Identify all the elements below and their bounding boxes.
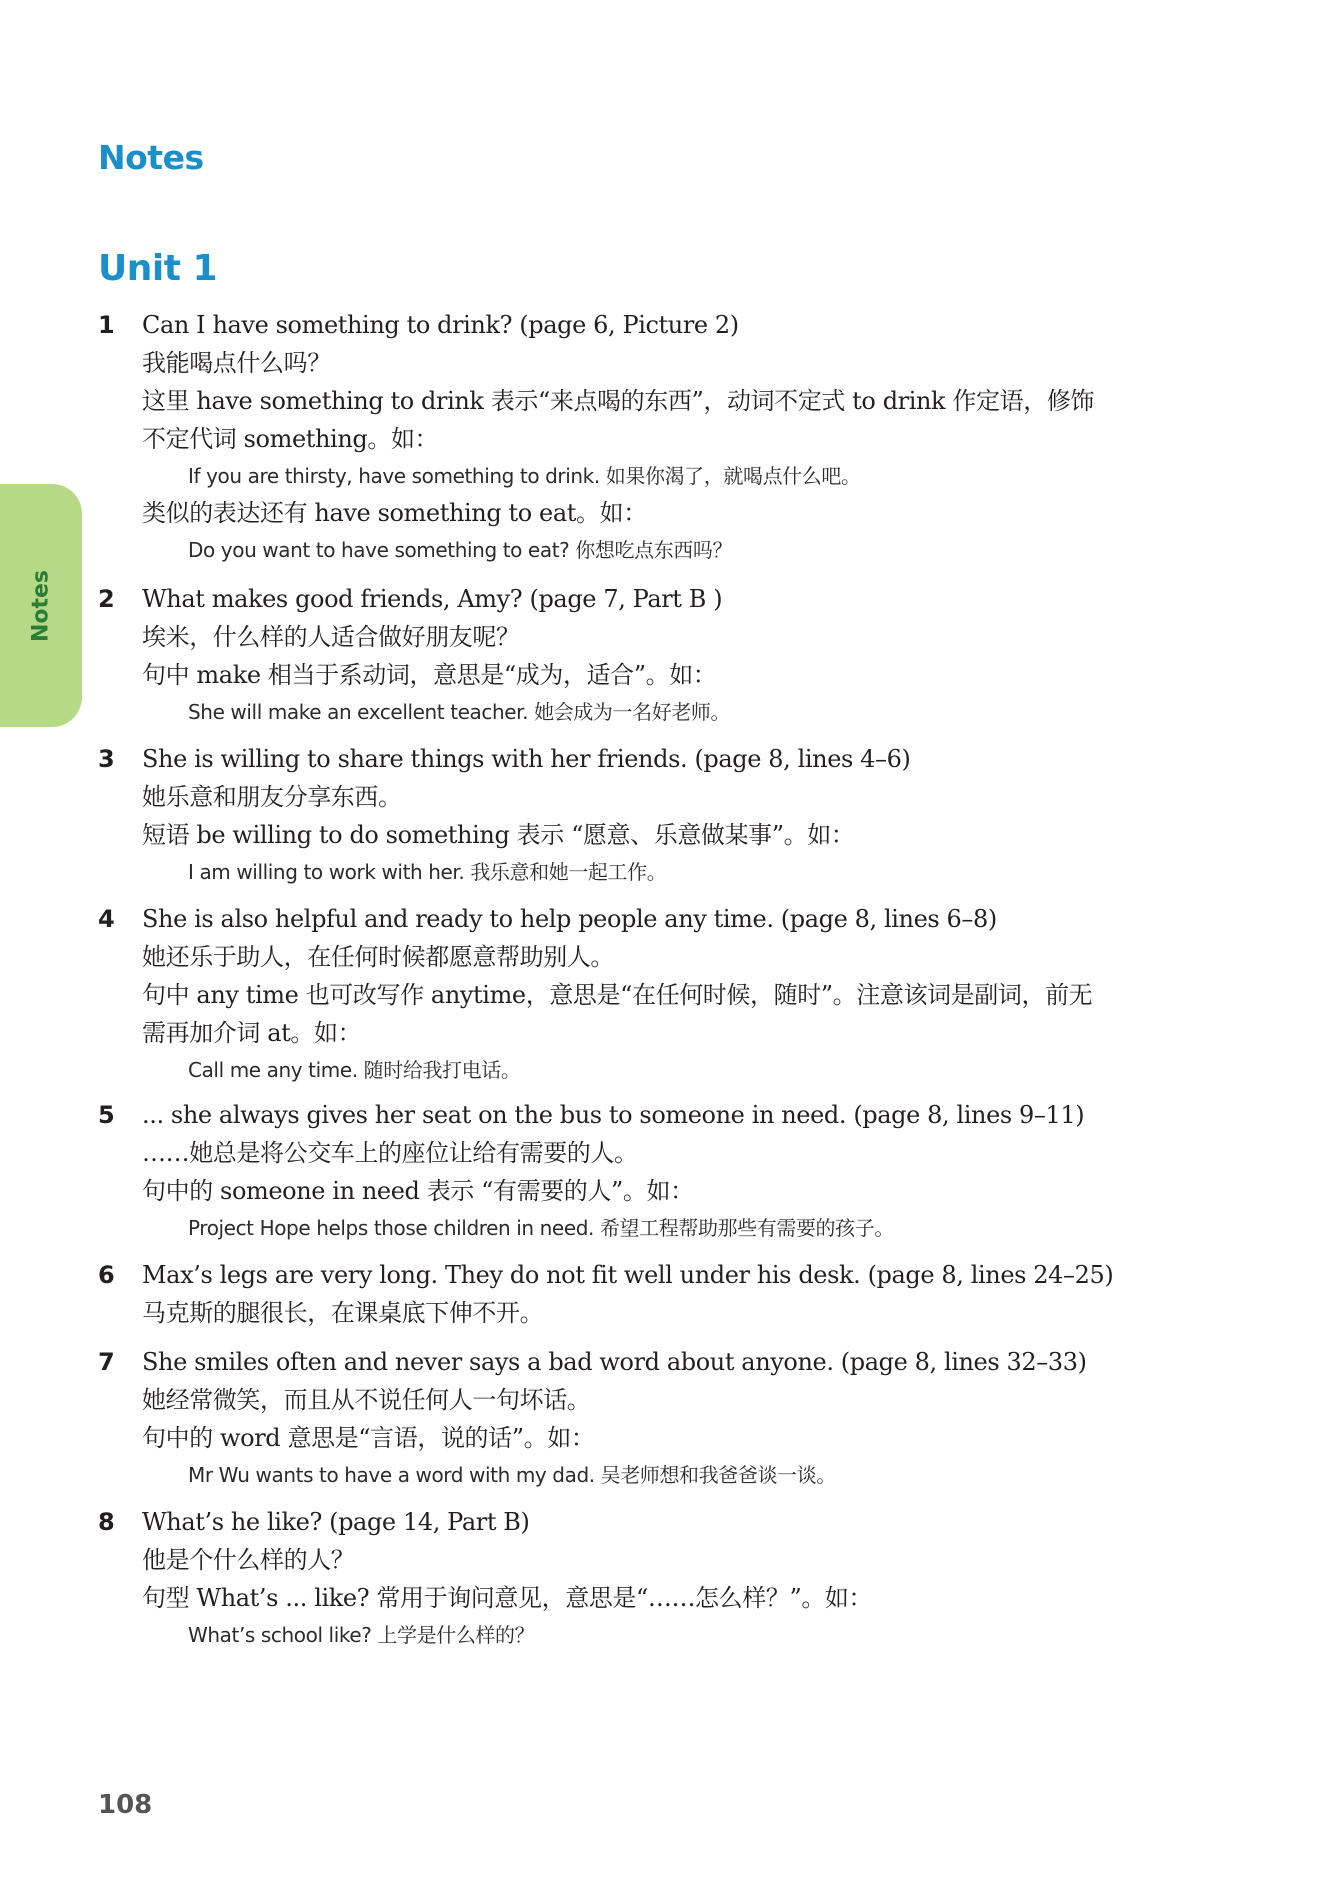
note-number: 6	[98, 1261, 115, 1289]
note-translation: 他是个什么样的人？	[142, 1546, 355, 1574]
note-number: 3	[98, 745, 115, 773]
note-explanation: 这里 have something to drink 表示“来点喝的东西”，动词不定式 to drink 作定语，修饰	[142, 387, 1095, 415]
page-number: 108	[98, 1790, 153, 1820]
unit-heading: Unit 1	[98, 248, 217, 289]
note-explanation-cont: 需再加介词 at。如：	[142, 1019, 362, 1047]
note-sentence: She smiles often and never says a bad word about anyone. (page 8, lines 32–33)	[142, 1348, 1087, 1376]
note-number: 7	[98, 1348, 115, 1376]
note-sentence: Max’s legs are very long. They do not fit well under his desk. (page 8, lines 24–25)	[142, 1261, 1114, 1289]
note-translation: ……她总是将公交车上的座位让给有需要的人。	[142, 1139, 638, 1167]
note-sentence: Can I have something to drink? (page 6, Picture 2)	[142, 311, 739, 339]
note-translation: 她还乐于助人，在任何时候都愿意帮助别人。	[142, 943, 614, 971]
note-example: Project Hope helps those children in need. 希望工程帮助那些有需要的孩子。	[188, 1216, 894, 1240]
note-translation: 我能喝点什么吗？	[142, 349, 331, 377]
note-number: 8	[98, 1508, 115, 1536]
note-sentence: What’s he like? (page 14, Part B)	[142, 1508, 530, 1536]
side-tab-notes	[0, 484, 82, 727]
note-explanation: 句中的 someone in need 表示 “有需要的人”。如：	[142, 1177, 694, 1205]
note-example-2: Do you want to have something to eat? 你想吃点东西吗？	[188, 538, 733, 562]
note-explanation-cont: 不定代词 something。如：	[142, 425, 439, 453]
note-sentence: What makes good friends, Amy? (page 7, Part B )	[142, 585, 723, 613]
note-translation: 她乐意和朋友分享东西。	[142, 783, 402, 811]
note-example: She will make an excellent teacher. 她会成为一名好老师。	[188, 700, 731, 724]
note-sentence: She is also helpful and ready to help people any time. (page 8, lines 6–8)	[142, 905, 997, 933]
note-explanation: 句中 any time 也可改写作 anytime，意思是“在任何时候，随时”。注意该词是副词，前无	[142, 981, 1093, 1009]
note-explanation: 句型 What’s ... like? 常用于询问意见，意思是“……怎么样？”。如：	[142, 1584, 873, 1612]
note-sentence: She is willing to share things with her friends. (page 8, lines 4–6)	[142, 745, 911, 773]
note-number: 1	[98, 311, 115, 339]
page-title: Notes	[98, 138, 204, 177]
note-explanation: 句中 make 相当于系动词，意思是“成为，适合”。如：	[142, 661, 717, 689]
note-example: I am willing to work with her. 我乐意和她一起工作。	[188, 860, 667, 884]
note-number: 4	[98, 905, 115, 933]
note-extra: 类似的表达还有 have something to eat。如：	[142, 499, 647, 527]
note-translation: 马克斯的腿很长，在课桌底下伸不开。	[142, 1299, 544, 1327]
note-example: Call me any time. 随时给我打电话。	[188, 1058, 521, 1082]
note-number: 5	[98, 1101, 115, 1129]
note-example: If you are thirsty, have something to drink. 如果你渴了，就喝点什么吧。	[188, 464, 861, 488]
note-example: What’s school like? 上学是什么样的？	[188, 1623, 535, 1647]
note-explanation: 短语 be willing to do something 表示 “愿意、乐意做某事”。如：	[142, 821, 855, 849]
note-example: Mr Wu wants to have a word with my dad. 吴老师想和我爸爸谈一谈。	[188, 1463, 836, 1487]
note-number: 2	[98, 585, 115, 613]
side-tab-label: Notes	[28, 569, 54, 642]
note-translation: 她经常微笑，而且从不说任何人一句坏话。	[142, 1386, 591, 1414]
note-explanation: 句中的 word 意思是“言语，说的话”。如：	[142, 1424, 595, 1452]
note-sentence: ... she always gives her seat on the bus to someone in need. (page 8, lines 9–11)	[142, 1101, 1085, 1129]
note-translation: 埃米，什么样的人适合做好朋友呢？	[142, 623, 520, 651]
